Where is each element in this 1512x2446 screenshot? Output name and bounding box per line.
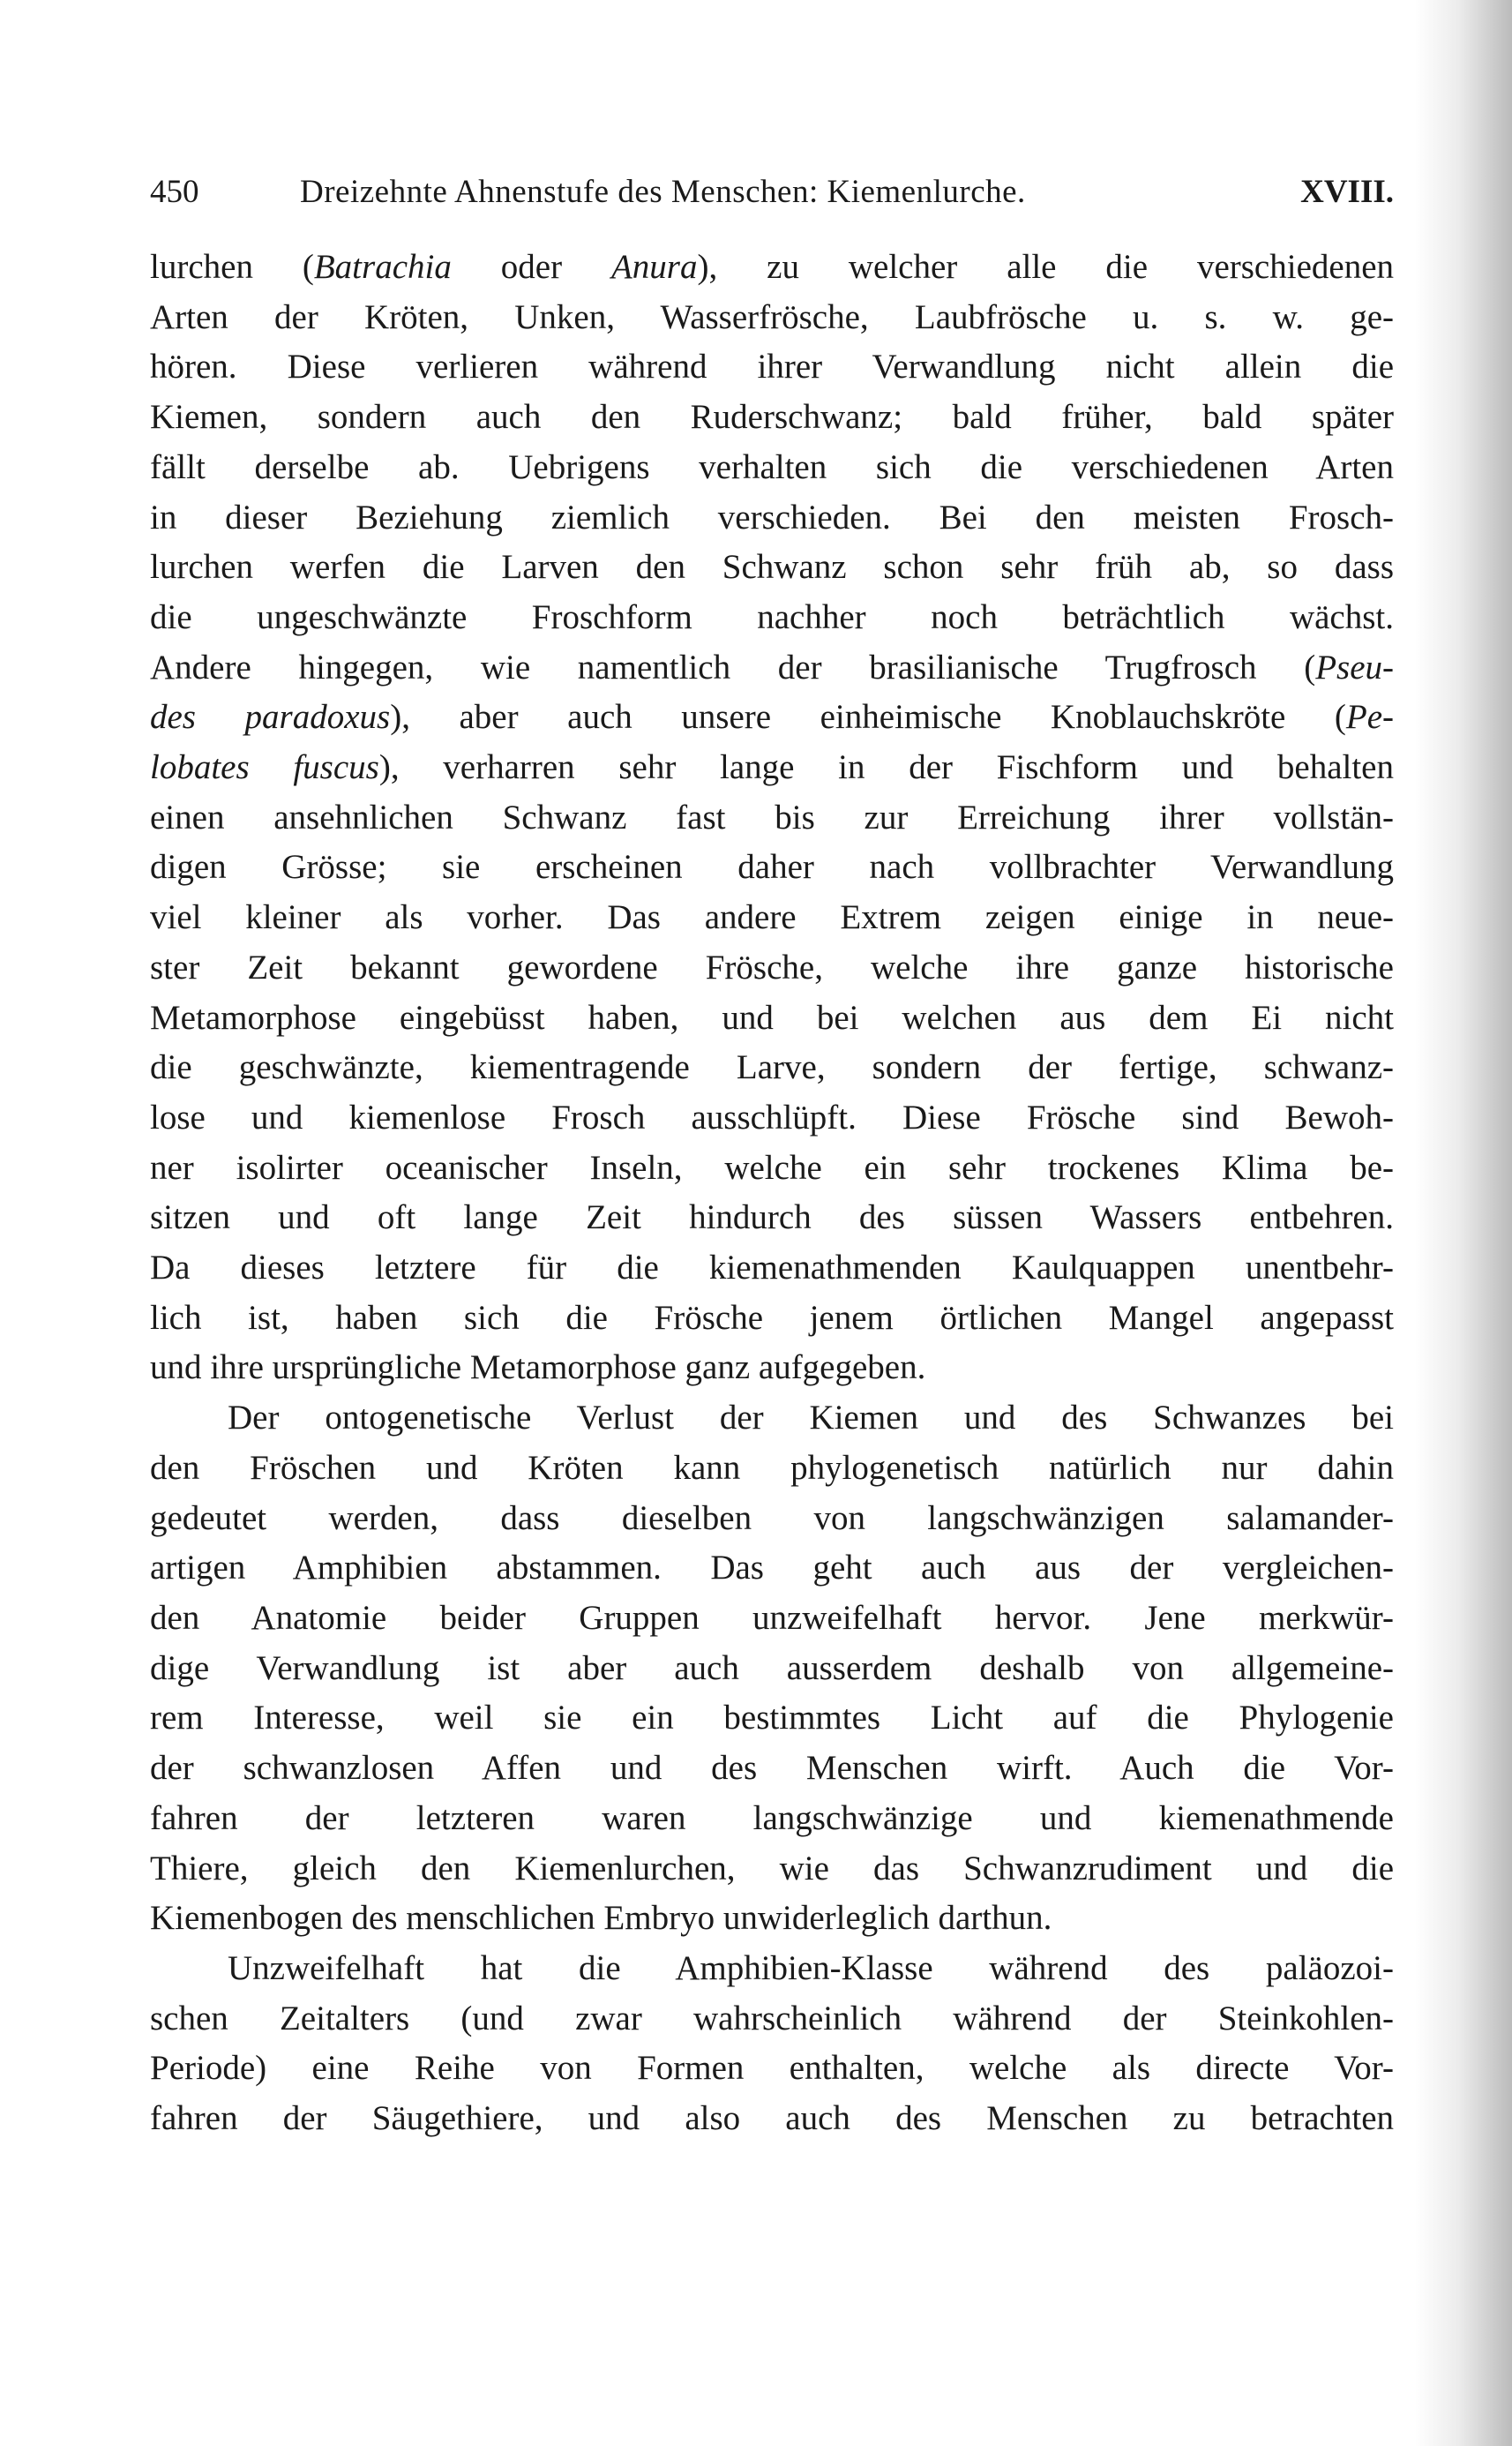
text-run: digen Grösse; sie erscheinen daher nach vollbrachter Verwandlung	[150, 848, 1394, 887]
paragraph	[150, 1944, 1394, 2144]
text-line	[150, 843, 1394, 893]
text-run: fällt derselbe ab. Uebrigens verhalten sich die verschiedenen Arten	[150, 447, 1394, 486]
text-line	[150, 1243, 1394, 1294]
text-run: ), aber auch unsere einheimische Knoblauchskröte (	[390, 698, 1346, 737]
text-run: lose und kiemenlose Frosch ausschlüpft. Diese Frösche sind Bewoh-	[150, 1098, 1394, 1137]
text-run: hören. Diese verlieren während ihrer Verwandlung nicht allein die	[150, 348, 1394, 386]
italic-term: Anura	[610, 248, 698, 286]
text-run: und ihre ursprüngliche Metamorphose ganz aufgegeben.	[150, 1348, 926, 1387]
text-run: gedeutet werden, dass dieselben von langschwänzigen salamander-	[150, 1498, 1394, 1537]
italic-term: Pe-	[1345, 698, 1394, 737]
text-line	[150, 2094, 1394, 2144]
text-line	[150, 493, 1394, 544]
body-text	[150, 243, 1394, 2144]
text-run: Kiemenbogen des menschlichen Embryo unwiderleglich darthun.	[150, 1899, 1052, 1938]
text-run: ner isolirter oceanischer Inseln, welche ein sehr trockenes Klima be-	[150, 1148, 1394, 1187]
text-line	[150, 1294, 1394, 1344]
text-run: lich ist, haben sich die Frösche jenem örtlichen Mangel angepasst	[150, 1298, 1394, 1337]
text-run: Da dieses letztere für die kiemenathmenden Kaulquappen unentbehr-	[150, 1249, 1394, 1287]
text-line	[150, 393, 1394, 443]
text-line	[150, 1693, 1394, 1744]
text-line	[150, 443, 1394, 493]
paragraph	[150, 243, 1394, 1393]
text-run: artigen Amphibien abstammen. Das geht auch aus der vergleichen-	[150, 1549, 1394, 1587]
text-run: ), verharren sehr lange in der Fischform und behalten	[378, 748, 1394, 787]
text-run: schen Zeitalters (und zwar wahrscheinlich während der Steinkohlen-	[150, 1999, 1394, 2037]
text-line	[150, 1894, 1394, 1944]
text-line	[150, 2044, 1394, 2094]
text-line	[150, 1594, 1394, 1644]
text-run: der schwanzlosen Affen und des Menschen wirft. Auch die Vor-	[150, 1749, 1394, 1788]
text-line	[150, 1093, 1394, 1144]
text-line	[150, 293, 1394, 343]
text-run: lurchen werfen die Larven den Schwanz schon sehr früh ab, so dass	[150, 548, 1394, 587]
running-title: Dreizehnte Ahnenstufe des Menschen: Kiemenlurche.	[300, 174, 1026, 210]
text-line	[150, 793, 1394, 844]
italic-term: Batrachia	[313, 248, 452, 286]
text-run: dige Verwandlung ist aber auch ausserdem deshalb von allgemeine-	[150, 1648, 1394, 1687]
running-header	[150, 173, 1394, 226]
text-run: viel kleiner als vorher. Das andere Extrem zeigen einige in neue-	[150, 898, 1394, 937]
text-line	[150, 743, 1394, 793]
italic-term: des paradoxus	[150, 698, 391, 737]
text-line	[150, 693, 1394, 743]
text-run: in dieser Beziehung ziemlich verschieden. Bei den meisten Frosch-	[150, 498, 1394, 536]
text-line	[150, 593, 1394, 643]
text-run: die geschwänzte, kiementragende Larve, sondern der fertige, schwanz-	[150, 1048, 1394, 1087]
text-line	[150, 994, 1394, 1044]
page-edge-shadow	[1415, 0, 1512, 2446]
text-run: Unzweifelhaft hat die Amphibien-Klasse während des paläozoi-	[228, 1948, 1394, 1987]
text-run: fahren der Säugethiere, und also auch des Menschen zu betrachten	[150, 2099, 1394, 2138]
text-line	[150, 1844, 1394, 1895]
text-run: ster Zeit bekannt gewordene Frösche, welche ihre ganze historische	[150, 948, 1394, 987]
text-run: einen ansehnlichen Schwanz fast bis zur Erreichung ihrer vollstän-	[150, 798, 1394, 837]
text-run: sitzen und oft lange Zeit hindurch des süssen Wassers entbehren.	[150, 1198, 1394, 1237]
text-run: rem Interesse, weil sie ein bestimmtes Licht auf die Phylogenie	[150, 1699, 1394, 1737]
text-run: Kiemen, sondern auch den Ruderschwanz; bald früher, bald später	[150, 398, 1394, 437]
text-line	[150, 1744, 1394, 1794]
text-run: die ungeschwänzte Froschform nachher noch beträchtlich wächst.	[150, 597, 1394, 636]
text-line	[150, 543, 1394, 593]
text-line	[150, 943, 1394, 994]
text-line	[150, 1144, 1394, 1194]
text-run: Der ontogenetische Verlust der Kiemen und des Schwanzes bei	[228, 1399, 1394, 1437]
text-line	[150, 1343, 1394, 1393]
text-run: Periode) eine Reihe von Formen enthalten, welche als directe Vor-	[150, 2049, 1394, 2088]
text-run: fahren der letzteren waren langschwänzige und kiemenathmende	[150, 1798, 1394, 1837]
text-line	[150, 1644, 1394, 1694]
text-line	[150, 893, 1394, 943]
page-number: 450	[150, 174, 199, 210]
text-line	[150, 1494, 1394, 1544]
text-line	[150, 1193, 1394, 1243]
text-line	[150, 1543, 1394, 1594]
text-run: Arten der Kröten, Unken, Wasserfrösche, Laubfrösche u. s. w. ge-	[150, 297, 1394, 336]
text-run: oder	[451, 248, 611, 286]
text-line	[150, 643, 1394, 694]
text-line	[150, 1444, 1394, 1494]
italic-term: lobates fuscus	[150, 748, 379, 787]
text-line	[150, 1994, 1394, 2045]
chapter-number: XVIII.	[1300, 174, 1394, 210]
paragraph	[150, 1393, 1394, 1944]
text-run: lurchen (	[150, 248, 314, 286]
text-run: den Fröschen und Kröten kann phylogenetisch natürlich nur dahin	[150, 1448, 1394, 1487]
text-line	[150, 1043, 1394, 1093]
text-line	[150, 1393, 1394, 1444]
text-line	[150, 342, 1394, 393]
text-run: den Anatomie beider Gruppen unzweifelhaft hervor. Jene merkwür-	[150, 1598, 1394, 1637]
text-run: ), zu welcher alle die verschiedenen	[697, 248, 1394, 286]
text-line	[150, 1794, 1394, 1844]
text-run: Andere hingegen, wie namentlich der brasilianische Trugfrosch (	[150, 648, 1316, 687]
text-run: Metamorphose eingebüsst haben, und bei welchen aus dem Ei nicht	[150, 998, 1394, 1037]
text-line	[150, 243, 1394, 293]
italic-term: Pseu-	[1315, 648, 1394, 687]
text-run: Thiere, gleich den Kiemenlurchen, wie das Schwanzrudiment und die	[150, 1849, 1394, 1887]
text-line	[150, 1944, 1394, 1994]
